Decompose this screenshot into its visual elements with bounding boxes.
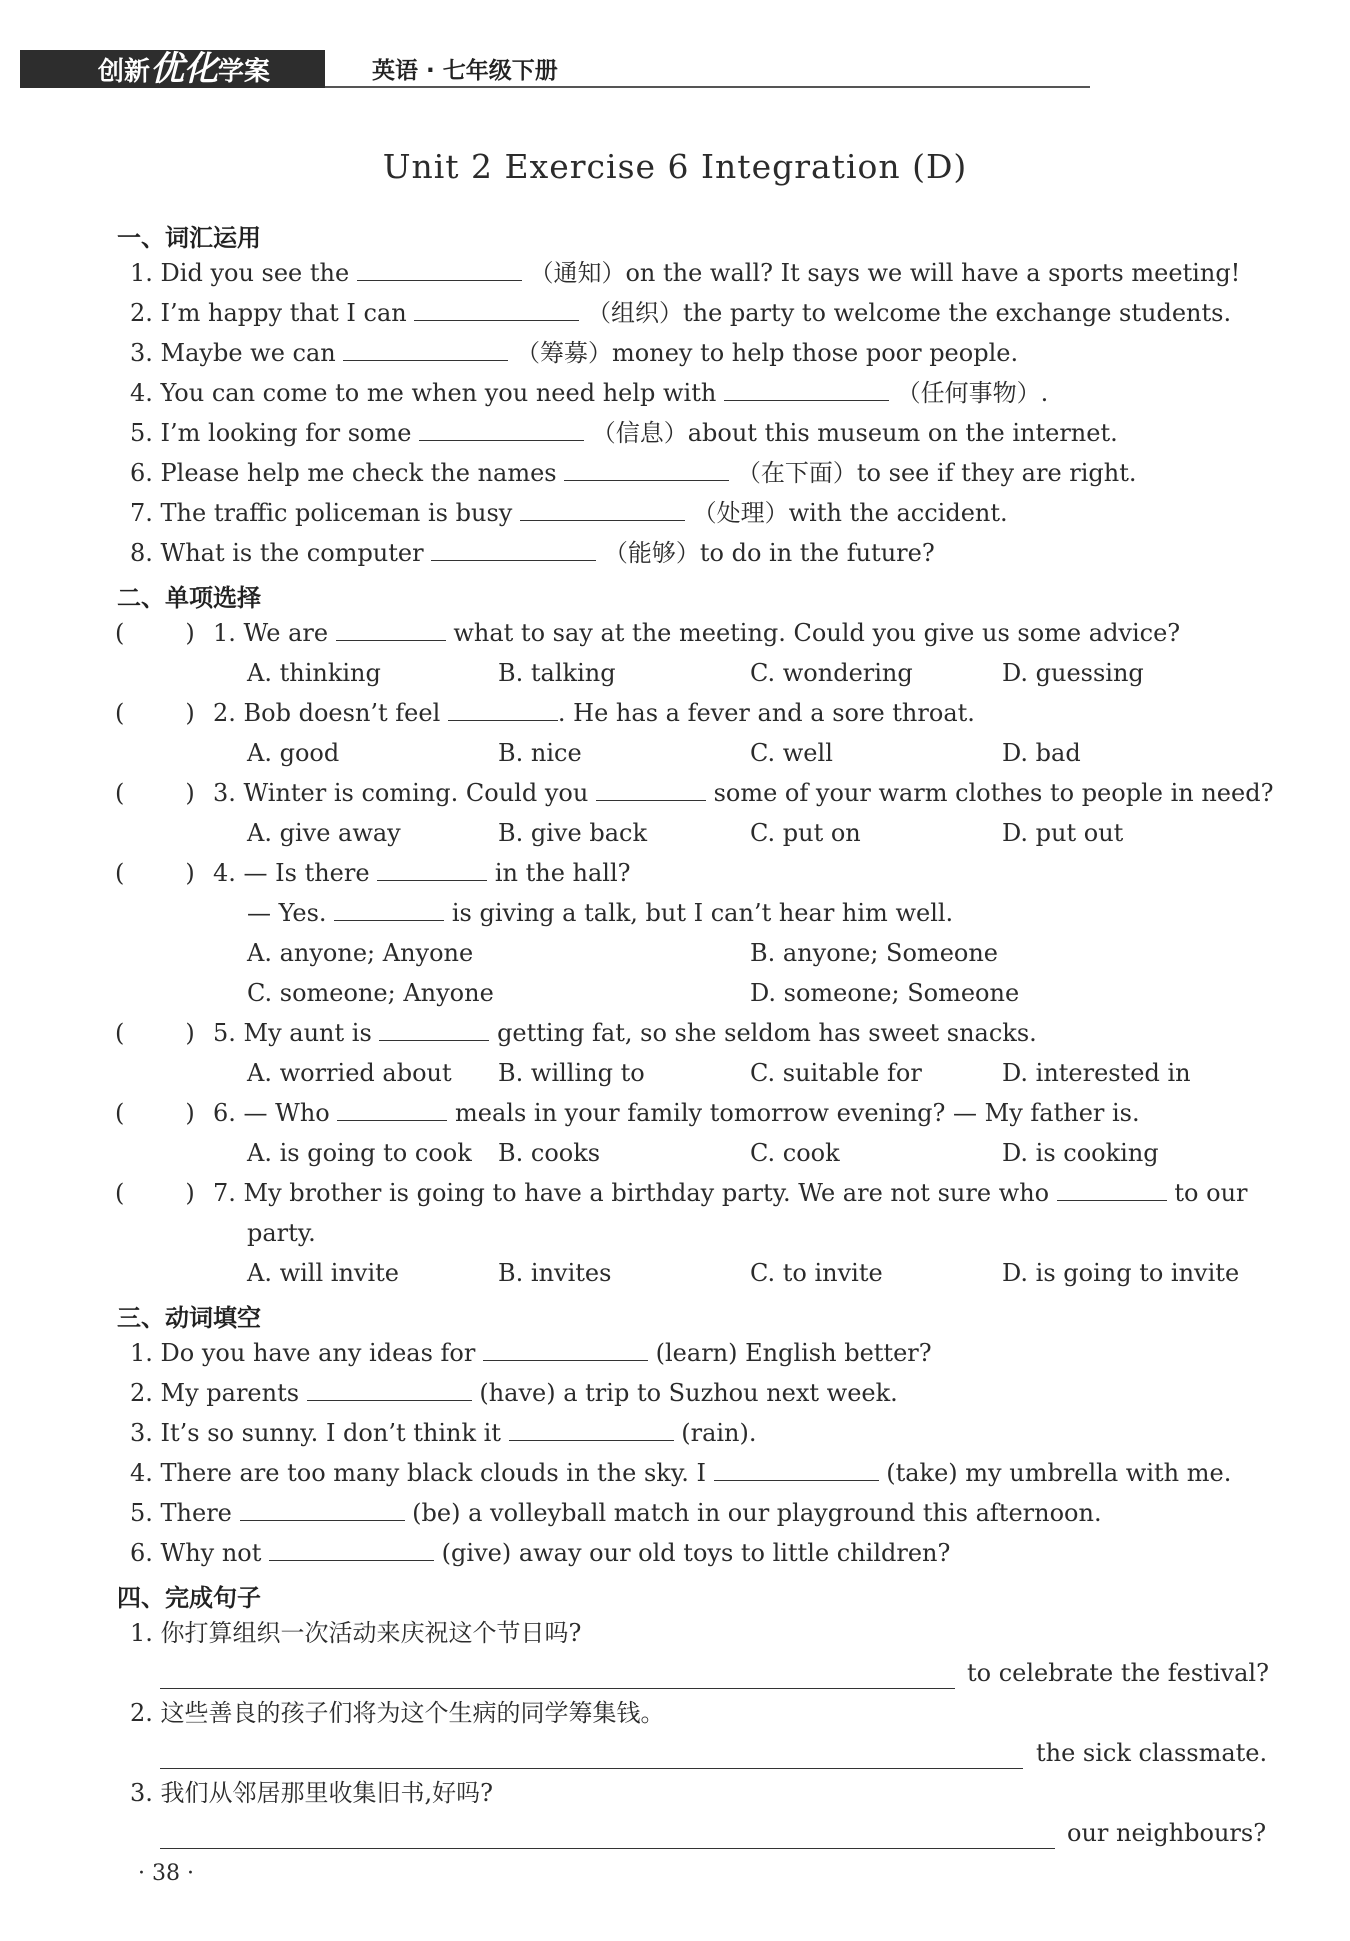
answer-blank[interactable] [343, 338, 508, 361]
vocab-item-7: 7. The traffic policeman is busy （处理）with the accident. [130, 499, 1008, 527]
section-heading-vocab: 一、词汇运用 [117, 224, 261, 252]
option-a[interactable]: A. worried about [247, 1059, 452, 1087]
verb-item-6: 6. Why not (give) away our old toys to little children? [130, 1539, 951, 1567]
option-c[interactable]: C. to invite [750, 1259, 883, 1287]
sentence-ending-1: to celebrate the festival? [967, 1659, 1269, 1687]
answer-blank[interactable] [483, 1338, 648, 1361]
brand-mid: 优化 [150, 49, 219, 89]
answer-blank[interactable] [419, 418, 584, 441]
option-c[interactable]: C. wondering [750, 659, 913, 687]
answer-parenthesis[interactable]: ( ) [115, 699, 195, 727]
sentence-prompt-2: 2. 这些善良的孩子们将为这个生病的同学筹集钱。 [130, 1699, 665, 1727]
option-b[interactable]: B. give back [498, 819, 647, 847]
answer-blank[interactable] [1057, 1178, 1167, 1201]
brand-post: 学案 [218, 57, 271, 87]
option-b[interactable]: B. cooks [498, 1139, 601, 1167]
mc-question-1: 1. We are what to say at the meeting. Could you give us some advice? [213, 619, 1181, 647]
verb-item-2: 2. My parents (have) a trip to Suzhou next week. [130, 1379, 898, 1407]
option-a[interactable]: A. anyone; Anyone [247, 939, 474, 967]
answer-blank[interactable] [377, 858, 487, 881]
option-d[interactable]: D. bad [1002, 739, 1081, 767]
verb-item-4: 4. There are too many black clouds in the sky. I (take) my umbrella with me. [130, 1459, 1232, 1487]
page-header [20, 50, 1070, 90]
option-c[interactable]: C. suitable for [750, 1059, 922, 1087]
answer-blank[interactable] [337, 1098, 447, 1121]
answer-parenthesis[interactable]: ( ) [115, 1019, 195, 1047]
answer-blank[interactable] [564, 458, 729, 481]
option-a[interactable]: A. good [247, 739, 340, 767]
answer-blank[interactable] [448, 698, 558, 721]
option-b[interactable]: B. willing to [498, 1059, 645, 1087]
answer-parenthesis[interactable]: ( ) [115, 1099, 195, 1127]
verb-item-1: 1. Do you have any ideas for (learn) English better? [130, 1339, 932, 1367]
option-a[interactable]: A. give away [247, 819, 401, 847]
answer-blank[interactable] [269, 1538, 434, 1561]
sentence-prompt-3: 3. 我们从邻居那里收集旧书,好吗? [130, 1779, 494, 1807]
sentence-ending-3: our neighbours? [1067, 1819, 1267, 1847]
sentence-prompt-1: 1. 你打算组织一次活动来庆祝这个节日吗? [130, 1619, 582, 1647]
vocab-item-2: 2. I’m happy that I can （组织）the party to welcome the exchange students. [130, 299, 1232, 327]
option-c[interactable]: C. cook [750, 1139, 840, 1167]
answer-blank[interactable] [431, 538, 596, 561]
verb-item-5: 5. There (be) a volleyball match in our playground this afternoon. [130, 1499, 1102, 1527]
mc-question-4-reply: — Yes. is giving a talk, but I can’t hear him well. [247, 899, 954, 927]
answer-parenthesis[interactable]: ( ) [115, 779, 195, 807]
vocab-item-1: 1. Did you see the （通知）on the wall? It says we will have a sports meeting! [130, 259, 1241, 287]
answer-blank[interactable] [714, 1458, 879, 1481]
mc-question-5: 5. My aunt is getting fat, so she seldom has sweet snacks. [213, 1019, 1037, 1047]
answer-parenthesis[interactable]: ( ) [115, 1179, 195, 1207]
brand-pre: 创新 [98, 57, 151, 87]
mc-question-2: 2. Bob doesn’t feel . He has a fever and a sore throat. [213, 699, 975, 727]
option-d[interactable]: D. is going to invite [1002, 1259, 1240, 1287]
answer-parenthesis[interactable]: ( ) [115, 619, 195, 647]
option-c[interactable]: C. someone; Anyone [247, 979, 494, 1007]
vocab-item-8: 8. What is the computer （能够）to do in the future? [130, 539, 935, 567]
answer-blank[interactable] [509, 1418, 674, 1441]
mc-question-3: 3. Winter is coming. Could you some of your warm clothes to people in need? [213, 779, 1274, 807]
vocab-item-6: 6. Please help me check the names （在下面）to see if they are right. [130, 459, 1137, 487]
mc-question-7-cont: party. [247, 1219, 316, 1247]
section-heading-choice: 二、单项选择 [117, 584, 261, 612]
answer-line[interactable] [160, 1688, 955, 1689]
option-c[interactable]: C. put on [750, 819, 861, 847]
mc-question-4: 4. — Is there in the hall? [213, 859, 631, 887]
answer-blank[interactable] [240, 1498, 405, 1521]
section-heading-sentences: 四、完成句子 [117, 1584, 261, 1612]
option-d[interactable]: D. someone; Someone [750, 979, 1020, 1007]
option-b[interactable]: B. anyone; Someone [750, 939, 999, 967]
answer-blank[interactable] [596, 778, 706, 801]
sentence-ending-2: the sick classmate. [1036, 1739, 1268, 1767]
option-b[interactable]: B. invites [498, 1259, 612, 1287]
page-title: Unit 2 Exercise 6 Integration (D) [382, 147, 968, 186]
answer-blank[interactable] [357, 258, 522, 281]
answer-blank[interactable] [307, 1378, 472, 1401]
vocab-item-5: 5. I’m looking for some （信息）about this museum on the internet. [130, 419, 1118, 447]
subject-label: 英语 · 七年级下册 [372, 58, 558, 84]
answer-blank[interactable] [334, 898, 444, 921]
vocab-item-3: 3. Maybe we can （筹募）money to help those poor people. [130, 339, 1019, 367]
answer-blank[interactable] [414, 298, 579, 321]
option-d[interactable]: D. guessing [1002, 659, 1144, 687]
page-number: · 38 · [138, 1861, 194, 1886]
mc-question-6: 6. — Who meals in your family tomorrow evening? — My father is. [213, 1099, 1140, 1127]
option-b[interactable]: B. talking [498, 659, 616, 687]
section-heading-verbs: 三、动词填空 [117, 1304, 261, 1332]
answer-line[interactable] [160, 1848, 1055, 1849]
option-a[interactable]: A. is going to cook [247, 1139, 472, 1167]
option-a[interactable]: A. will invite [247, 1259, 400, 1287]
answer-line[interactable] [160, 1768, 1023, 1769]
option-a[interactable]: A. thinking [247, 659, 381, 687]
answer-blank[interactable] [520, 498, 685, 521]
option-d[interactable]: D. is cooking [1002, 1139, 1159, 1167]
answer-blank[interactable] [379, 1018, 489, 1041]
brand-logo [20, 50, 325, 88]
verb-item-3: 3. It’s so sunny. I don’t think it (rain). [130, 1419, 757, 1447]
header-rule [325, 86, 1090, 88]
option-d[interactable]: D. put out [1002, 819, 1124, 847]
answer-blank[interactable] [724, 378, 889, 401]
option-c[interactable]: C. well [750, 739, 833, 767]
mc-question-7: 7. My brother is going to have a birthday party. We are not sure who to our [213, 1179, 1248, 1207]
option-d[interactable]: D. interested in [1002, 1059, 1191, 1087]
answer-blank[interactable] [336, 618, 446, 641]
answer-parenthesis[interactable]: ( ) [115, 859, 195, 887]
option-b[interactable]: B. nice [498, 739, 582, 767]
vocab-item-4: 4. You can come to me when you need help with （任何事物）. [130, 379, 1049, 407]
